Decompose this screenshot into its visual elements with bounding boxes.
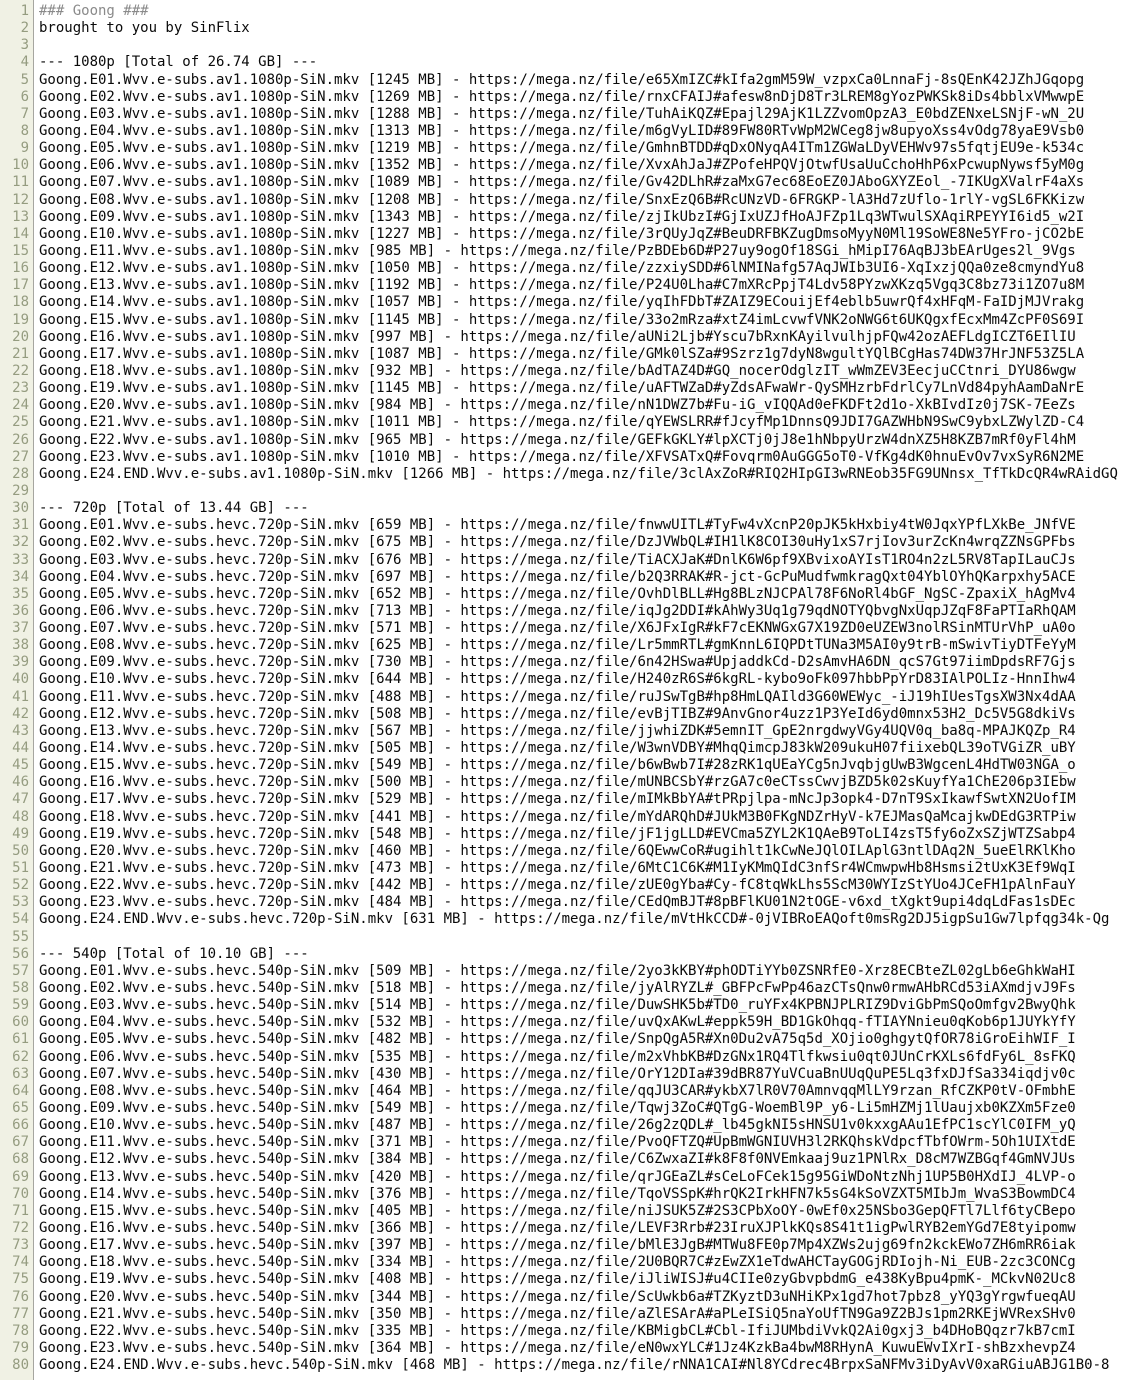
line-text: Goong.E10.Wvv.e-subs.av1.1080p-SiN.mkv [1227 MB] - https://mega.nz/file/3rQUyJqZ#BeuDRFBKZugDmsoMyyN0Ml19SoWE8Ne5YFro-jCO2bE (39, 225, 1085, 242)
line-number: 54 (12, 911, 29, 928)
line-number: 71 (12, 1202, 29, 1219)
code-line (0, 243, 1122, 260)
code-line (0, 1169, 1122, 1186)
code-line (0, 877, 1122, 894)
line-number: 39 (12, 654, 29, 671)
code-line (0, 1306, 1122, 1323)
line-number: 67 (12, 1134, 29, 1151)
code-line (0, 997, 1122, 1014)
line-number: 60 (12, 1014, 29, 1031)
line-number: 4 (20, 54, 29, 71)
line-number: 29 (12, 482, 29, 499)
line-number: 61 (12, 1031, 29, 1048)
line-number: 42 (12, 705, 29, 722)
code-line (0, 671, 1122, 688)
code-line (0, 654, 1122, 671)
line-text: Goong.E06.Wvv.e-subs.av1.1080p-SiN.mkv [1352 MB] - https://mega.nz/file/XvxAhJaJ#ZPofeHPQVjOtwfUsaUuCchoHhP6xPcwupNywsf5yM0g (39, 157, 1085, 174)
code-line (0, 329, 1122, 346)
line-text: Goong.E20.Wvv.e-subs.hevc.720p-SiN.mkv [460 MB] - https://mega.nz/file/6QEwwCoR#ugihlt1kCwNeJQlOILAplG3ntlDAq2N_5ueElRKlKho (39, 842, 1076, 859)
line-text: Goong.E04.Wvv.e-subs.hevc.720p-SiN.mkv [697 MB] - https://mega.nz/file/b2Q3RRAK#R-jct-GcPuMudfwmkragQxt04YblOYhQKarpxhy5ACE (39, 568, 1076, 585)
line-number: 33 (12, 551, 29, 568)
line-number: 1 (20, 3, 29, 19)
line-number: 58 (12, 980, 29, 997)
code-line (0, 1289, 1122, 1306)
line-text: Goong.E11.Wvv.e-subs.hevc.540p-SiN.mkv [371 MB] - https://mega.nz/file/PvoQFTZQ#UpBmWGNIUVH3l2RKQhskVdpcfTbfOWrm-5Oh1UIXtdE (39, 1134, 1076, 1151)
code-line (0, 1254, 1122, 1271)
line-number: 56 (12, 945, 29, 962)
line-number: 7 (20, 105, 29, 122)
code-line (0, 106, 1122, 123)
line-text: Goong.E04.Wvv.e-subs.av1.1080p-SiN.mkv [1313 MB] - https://mega.nz/file/m6gVyLID#89FW80RTvWpM2WCeg8jw8upyoXss4vOdg78yaE9Vsb0 (39, 122, 1085, 139)
line-number: 28 (12, 465, 29, 482)
line-number: 19 (12, 311, 29, 328)
line-text: Goong.E20.Wvv.e-subs.hevc.540p-SiN.mkv [344 MB] - https://mega.nz/file/ScUwkb6a#TZKyztD3uNHiKPx1gd7hot7pbz8_yYQ3gYrgwfueqAU (39, 1288, 1076, 1305)
code-line (0, 226, 1122, 243)
code-line (0, 1151, 1122, 1168)
code-line (0, 260, 1122, 277)
line-number: 25 (12, 414, 29, 431)
line-text: Goong.E03.Wvv.e-subs.hevc.540p-SiN.mkv [514 MB] - https://mega.nz/file/DuwSHK5b#TD0_ruYFx4KPBNJPLRIZ9DviGbPmSQoOmfgv2BwyQhk (39, 997, 1076, 1014)
line-number: 5 (20, 71, 29, 88)
line-number: 41 (12, 688, 29, 705)
code-line (0, 809, 1122, 826)
line-number: 49 (12, 825, 29, 842)
line-text: Goong.E01.Wvv.e-subs.hevc.720p-SiN.mkv [659 MB] - https://mega.nz/file/fnwwUITL#TyFw4vXcnP20pJK5kHxbiy4tW0JqxYPfLXkBe_JNfVE (39, 517, 1076, 534)
code-line (0, 723, 1122, 740)
line-number: 34 (12, 568, 29, 585)
code-line (0, 483, 1122, 500)
line-text: Goong.E11.Wvv.e-subs.hevc.720p-SiN.mkv [488 MB] - https://mega.nz/file/ruJSwTgB#hp8HmLQAIld3G60WEWyc_-iJ19hIUesTgsXW3Nx4dAA (39, 688, 1076, 705)
line-text: Goong.E19.Wvv.e-subs.hevc.540p-SiN.mkv [408 MB] - https://mega.nz/file/iJliWISJ#u4CIIe0zyGbvpbdmG_e438KyBpu4pmK-_MCkvN02Uc8 (39, 1271, 1076, 1288)
line-number: 59 (12, 997, 29, 1014)
code-line (0, 1066, 1122, 1083)
code-line (0, 534, 1122, 551)
line-text: Goong.E15.Wvv.e-subs.av1.1080p-SiN.mkv [1145 MB] - https://mega.nz/file/33o2mRza#xtZ4imLcvwfVNK2oNWG6t6UKQgxfEcxMm4ZcPF0S69I (39, 311, 1085, 328)
line-text: Goong.E03.Wvv.e-subs.av1.1080p-SiN.mkv [1288 MB] - https://mega.nz/file/TuhAiKQZ#Epajl29AjK1LZZvomOpzA3_E0bdZENxeLSNjF-wN_2U (39, 105, 1085, 122)
line-text: Goong.E05.Wvv.e-subs.hevc.720p-SiN.mkv [652 MB] - https://mega.nz/file/OvhDlBLL#Hg8BLzNJCPAl78F6NoRl4bGF_NgSC-ZpaxiX_hAgMv4 (39, 585, 1076, 602)
code-line (0, 500, 1122, 517)
code-line (0, 123, 1122, 140)
code-line (0, 963, 1122, 980)
line-number: 53 (12, 894, 29, 911)
line-text: Goong.E24.END.Wvv.e-subs.hevc.720p-SiN.mkv [631 MB] - https://mega.nz/file/mVtHkCCD#-0jVIBRoEAQoft0msRg2DJ5igpSu1Gw7lpfqg34k-Qg (39, 911, 1110, 928)
code-line (0, 1134, 1122, 1151)
line-number: 52 (12, 877, 29, 894)
line-number: 10 (12, 157, 29, 174)
line-text: Goong.E18.Wvv.e-subs.av1.1080p-SiN.mkv [932 MB] - https://mega.nz/file/bAdTAZ4D#GQ_nocerOdglzIT_wWmZEV3EecjuCCtnri_DYU86wgw (39, 362, 1076, 379)
line-text (35, 483, 47, 500)
line-number: 11 (12, 174, 29, 191)
line-text: Goong.E15.Wvv.e-subs.hevc.540p-SiN.mkv [405 MB] - https://mega.nz/file/niJSUK5Z#2S3CPbXoOY-0wEf0x25NSbo3GepQFTl7Llf6tyCBepo (39, 1202, 1076, 1219)
line-text: Goong.E08.Wvv.e-subs.hevc.720p-SiN.mkv [625 MB] - https://mega.nz/file/Lr5mmRTL#gmKnnL6IQPDtTUNa3M5AI0y9trB-mSwivTiyDTFeYyM (39, 637, 1076, 654)
code-line (0, 1117, 1122, 1134)
line-number: 48 (12, 808, 29, 825)
line-text: Goong.E12.Wvv.e-subs.hevc.720p-SiN.mkv [508 MB] - https://mega.nz/file/evBjTIBZ#9AnvGnor4uzz1P3YeId6yd0mnx53H2_Dc5V5G8dkiVs (39, 705, 1076, 722)
code-line (0, 449, 1122, 466)
line-number: 47 (12, 791, 29, 808)
code-line (0, 980, 1122, 997)
code-line (0, 157, 1122, 174)
code-line (0, 37, 1122, 54)
line-text: Goong.E02.Wvv.e-subs.hevc.720p-SiN.mkv [675 MB] - https://mega.nz/file/DzJVWbQL#IH1lK8COI30uHy1xS7rjIov3urZcKn4wrqZZNsGPFbs (39, 534, 1076, 551)
line-number: 15 (12, 242, 29, 259)
line-number: 75 (12, 1271, 29, 1288)
line-number: 9 (20, 140, 29, 157)
line-text: Goong.E24.END.Wvv.e-subs.av1.1080p-SiN.mkv [1266 MB] - https://mega.nz/file/3clAxZoR#RIQ2HIpGI3wRNEob35FG9UNnsx_TfTkDcQR4wRAidGQ (39, 465, 1118, 482)
line-text: Goong.E14.Wvv.e-subs.av1.1080p-SiN.mkv [1057 MB] - https://mega.nz/file/yqIhFDbT#ZAIZ9ECouijEf4eblb5uwrQf4xHFqM-FaIDjMJVrakg (39, 294, 1085, 311)
code-line (0, 192, 1122, 209)
line-text: Goong.E19.Wvv.e-subs.av1.1080p-SiN.mkv [1145 MB] - https://mega.nz/file/uAFTWZaD#yZdsAFwaWr-QySMHzrbFdrlCy7LnVd84pyhAamDaNrE (39, 380, 1085, 397)
code-line (0, 946, 1122, 963)
line-number: 37 (12, 620, 29, 637)
line-text: Goong.E18.Wvv.e-subs.hevc.720p-SiN.mkv [441 MB] - https://mega.nz/file/mYdARQhD#JUkM3B0FKgNDZrHyV-k7EJMasQaMcajkwDEdG3RTPiw (39, 808, 1076, 825)
line-text: Goong.E11.Wvv.e-subs.av1.1080p-SiN.mkv [985 MB] - https://mega.nz/file/PzBDEb6D#P27uy9ogOf18SGi_hMipI76AqBJ3bEArUges2l_9Vgs (39, 242, 1076, 259)
code-line (0, 380, 1122, 397)
code-line (0, 706, 1122, 723)
code-line (0, 397, 1122, 414)
code-line (0, 20, 1122, 37)
code-line (0, 1014, 1122, 1031)
code-line (0, 894, 1122, 911)
line-number: 79 (12, 1339, 29, 1356)
line-text: Goong.E07.Wvv.e-subs.hevc.540p-SiN.mkv [430 MB] - https://mega.nz/file/OrY12DIa#39dBR87YuVCuaBnUUqQuPE5Lq3fxDJfSa334iqdjv0c (39, 1065, 1076, 1082)
line-text: Goong.E16.Wvv.e-subs.hevc.720p-SiN.mkv [500 MB] - https://mega.nz/file/mUNBCSbY#rzGA7c0eCTssCwvjBZD5k02sKuyfYa1ChE206p3IEbw (39, 774, 1076, 791)
line-number: 50 (12, 842, 29, 859)
line-text: Goong.E17.Wvv.e-subs.hevc.720p-SiN.mkv [529 MB] - https://mega.nz/file/mIMkBbYA#tPRpjlpa-mNcJp3opk4-D7nT9SxIkawfSwtXN2UofIM (39, 791, 1076, 808)
line-text: Goong.E07.Wvv.e-subs.hevc.720p-SiN.mkv [571 MB] - https://mega.nz/file/X6JFxIgR#kF7cEKNWGxG7X19ZD0eUZEW3nolRSinMTUrVhP_uA0o (39, 620, 1076, 637)
code-line (0, 826, 1122, 843)
code-line (0, 1323, 1122, 1340)
line-number: 32 (12, 534, 29, 551)
line-number: 23 (12, 380, 29, 397)
line-number: 27 (12, 448, 29, 465)
line-number: 38 (12, 637, 29, 654)
code-line (0, 209, 1122, 226)
code-line (0, 1100, 1122, 1117)
code-line (0, 277, 1122, 294)
line-text: Goong.E01.Wvv.e-subs.av1.1080p-SiN.mkv [1245 MB] - https://mega.nz/file/e65XmIZC#kIfa2gmM59W_vzpxCa0LnnaFj-8sQEnK42JZhJGqopg (39, 71, 1085, 88)
line-number: 21 (12, 345, 29, 362)
line-number: 64 (12, 1082, 29, 1099)
line-text: Goong.E12.Wvv.e-subs.hevc.540p-SiN.mkv [384 MB] - https://mega.nz/file/C6ZwxaZI#k8F8f0NVEmkaaj9uz1PNlRx_D8cM7WZBGqf4GmNVJUs (39, 1151, 1076, 1168)
line-number: 3 (20, 37, 29, 54)
line-text: Goong.E24.END.Wvv.e-subs.hevc.540p-SiN.mkv [468 MB] - https://mega.nz/file/rNNA1CAI#Nl8YCdrec4BrpxSaNFMv3iDyAvV0xaRGiuABJG1B0-8 (39, 1357, 1110, 1374)
line-text: Goong.E02.Wvv.e-subs.hevc.540p-SiN.mkv [518 MB] - https://mega.nz/file/jyAlRYZL#_GBFPcFwPp46azCTsQnw0rmwAHbRCd53iAXmdjvJ9Fs (39, 980, 1076, 997)
line-text: Goong.E23.Wvv.e-subs.hevc.540p-SiN.mkv [364 MB] - https://mega.nz/file/eN0wxYLC#1Jz4KzkBa4bwM8RHynA_KuwuEWvIXrI-shBzxhevpZ4 (39, 1339, 1076, 1356)
code-line (0, 1049, 1122, 1066)
line-text: Goong.E22.Wvv.e-subs.hevc.540p-SiN.mkv [335 MB] - https://mega.nz/file/KBMigbCL#Cbl-IfiJUMbdiVvkQ2Ai0gxj3_b4DHoBQqzr7kB7cmI (39, 1322, 1076, 1339)
line-number: 63 (12, 1065, 29, 1082)
line-text: Goong.E21.Wvv.e-subs.av1.1080p-SiN.mkv [1011 MB] - https://mega.nz/file/qYEWSLRR#fJcyfMp1DnnsQ9JDI7GAZWHbN9SwC9ybxLZWylZD-C4 (39, 414, 1085, 431)
code-line (0, 346, 1122, 363)
line-text: Goong.E17.Wvv.e-subs.av1.1080p-SiN.mkv [1087 MB] - https://mega.nz/file/GMk0lSZa#9Szrz1g7dyN8wgultYQlBCgHas74DW37HrJNF53Z5LA (39, 345, 1085, 362)
line-number: 13 (12, 208, 29, 225)
code-line (0, 1203, 1122, 1220)
line-text: --- 540p [Total of 10.10 GB] --- (39, 945, 309, 962)
line-number: 80 (12, 1357, 29, 1374)
code-line (0, 843, 1122, 860)
line-text: Goong.E08.Wvv.e-subs.av1.1080p-SiN.mkv [1208 MB] - https://mega.nz/file/SnxEzQ6B#RcUNzVD-6FRGKP-lA3Hd7zUflo-1rlY-vgSL6FKKizw (39, 191, 1085, 208)
line-number: 76 (12, 1288, 29, 1305)
code-line (0, 1083, 1122, 1100)
line-number: 44 (12, 740, 29, 757)
line-text: Goong.E16.Wvv.e-subs.hevc.540p-SiN.mkv [366 MB] - https://mega.nz/file/LEVF3Rrb#23IruXJPlkKQs8S41t1igPwlRYB2emYGd7E8tyipomw (39, 1219, 1076, 1236)
line-text: Goong.E08.Wvv.e-subs.hevc.540p-SiN.mkv [464 MB] - https://mega.nz/file/qqJU3CAR#ykbX7lR0V70AmnvqqMlLY9rzan_RfCZKP0tV-OFmbhE (39, 1082, 1076, 1099)
line-number: 8 (20, 122, 29, 139)
line-text: Goong.E21.Wvv.e-subs.hevc.540p-SiN.mkv [350 MB] - https://mega.nz/file/aZlESArA#aPLeISiQ5naYoUfTN9Ga9Z2BJs1pm2RKEjWVRexSHv0 (39, 1305, 1076, 1322)
code-line (0, 89, 1122, 106)
line-text (35, 37, 47, 54)
line-number: 43 (12, 722, 29, 739)
line-text: Goong.E04.Wvv.e-subs.hevc.540p-SiN.mkv [532 MB] - https://mega.nz/file/uvQxAKwL#eppk59H_BD1GkOhqq-fTIAYNnieu0qKob6p1JUYkYfY (39, 1014, 1076, 1031)
code-line (0, 294, 1122, 311)
line-text: Goong.E23.Wvv.e-subs.av1.1080p-SiN.mkv [1010 MB] - https://mega.nz/file/XFVSATxQ#Fovqrm0AuGGG5oT0-VfKg4dK0hnuEvOv7vxSyR6N2ME (39, 448, 1085, 465)
line-text: Goong.E18.Wvv.e-subs.hevc.540p-SiN.mkv [334 MB] - https://mega.nz/file/2U0BQR7C#zEwZX1eTdwAHCTayGOGjRDIojh-Ni_EUB-2zc3CONCg (39, 1254, 1076, 1271)
line-number: 46 (12, 774, 29, 791)
line-text: Goong.E13.Wvv.e-subs.hevc.540p-SiN.mkv [420 MB] - https://mega.nz/file/qrJGEaZL#sCeLoFCek15g95GiWDoNtzNhj1UP5B0HXdIJ_4LVP-o (39, 1168, 1076, 1185)
code-line (0, 1340, 1122, 1357)
line-number: 70 (12, 1185, 29, 1202)
code-line (0, 552, 1122, 569)
code-line (0, 72, 1122, 89)
line-text: Goong.E20.Wvv.e-subs.av1.1080p-SiN.mkv [984 MB] - https://mega.nz/file/nN1DWZ7b#Fu-iG_vIQQAd0eFKDFt2d1o-XkBIvdIz0j7SK-7EeZs (39, 397, 1076, 414)
line-text: --- 1080p [Total of 26.74 GB] --- (39, 54, 318, 71)
code-line (0, 432, 1122, 449)
line-text: Goong.E23.Wvv.e-subs.hevc.720p-SiN.mkv [484 MB] - https://mega.nz/file/CEdQmBJT#8pBFlKU01N2tOGE-v6xd_tXgkt9upi4dqLdFas1sDEc (39, 894, 1076, 911)
code-line (0, 740, 1122, 757)
line-text: --- 720p [Total of 13.44 GB] --- (39, 500, 309, 517)
line-number: 31 (12, 517, 29, 534)
line-number: 51 (12, 860, 29, 877)
line-number: 35 (12, 585, 29, 602)
line-number: 45 (12, 757, 29, 774)
code-line (0, 54, 1122, 71)
line-number: 57 (12, 962, 29, 979)
code-line (0, 860, 1122, 877)
line-number: 30 (12, 500, 29, 517)
line-number: 77 (12, 1305, 29, 1322)
code-line (0, 603, 1122, 620)
code-line (0, 569, 1122, 586)
line-text: Goong.E03.Wvv.e-subs.hevc.720p-SiN.mkv [676 MB] - https://mega.nz/file/TiACXJaK#DnlK6W6pf9XBvixoAYIsT1RO4n2zL5RV8TapILauCJs (39, 551, 1076, 568)
line-number: 66 (12, 1117, 29, 1134)
line-number: 16 (12, 260, 29, 277)
line-text: Goong.E10.Wvv.e-subs.hevc.720p-SiN.mkv [644 MB] - https://mega.nz/file/H240zR6S#6kgRL-kybo9oFk097hbbPpYrD83IAlPOLIz-HnnIhw4 (39, 671, 1076, 688)
line-text: Goong.E22.Wvv.e-subs.av1.1080p-SiN.mkv [965 MB] - https://mega.nz/file/GEFkGKLY#lpXCTj0jJ8e1hNbpyUrzW4dnXZ5H8KZB7mRf0yFl4hM (39, 431, 1076, 448)
code-line (0, 140, 1122, 157)
line-text: Goong.E13.Wvv.e-subs.av1.1080p-SiN.mkv [1192 MB] - https://mega.nz/file/P24U0Lha#C7mXRcPpjT4Ldv58PYzwXKzq5Vgq3C8bz73i1ZO7u8M (39, 277, 1085, 294)
line-text: Goong.E12.Wvv.e-subs.av1.1080p-SiN.mkv [1050 MB] - https://mega.nz/file/zzxiySDD#6lNMINafg57AqJWIb3UI6-XqIxzjQQa0ze8cmyndYu8 (39, 260, 1085, 277)
line-text: Goong.E21.Wvv.e-subs.hevc.720p-SiN.mkv [473 MB] - https://mega.nz/file/6MtC1C6K#M1IyKMmQIdC3nfSr4WCmwpwHb8Hsmsi2tUxK3Ef9WqI (39, 860, 1076, 877)
line-number: 55 (12, 928, 29, 945)
code-line (0, 757, 1122, 774)
code-line (0, 1186, 1122, 1203)
code-line (0, 517, 1122, 534)
line-text: Goong.E16.Wvv.e-subs.av1.1080p-SiN.mkv [997 MB] - https://mega.nz/file/aUNi2Ljb#Yscu7bRxnKAyilvulhjpFQw42ozAEFLdgICZT6EIlIU (39, 328, 1076, 345)
code-line (0, 637, 1122, 654)
line-number: 72 (12, 1219, 29, 1236)
line-text: Goong.E14.Wvv.e-subs.hevc.540p-SiN.mkv [376 MB] - https://mega.nz/file/TqoVSSpK#hrQK2IrkHFN7k5sG4kSoVZXT5MIbJm_WvaS3BowmDC4 (39, 1185, 1076, 1202)
code-line (0, 1237, 1122, 1254)
line-number: 62 (12, 1048, 29, 1065)
code-line (0, 911, 1122, 928)
line-number: 73 (12, 1237, 29, 1254)
line-number: 68 (12, 1151, 29, 1168)
code-line (0, 1220, 1122, 1237)
line-number: 22 (12, 362, 29, 379)
line-number: 26 (12, 431, 29, 448)
line-text: Goong.E05.Wvv.e-subs.hevc.540p-SiN.mkv [482 MB] - https://mega.nz/file/SnpQgA5R#Xn0Du2vA75q5d_XOjio0ghgytQfOR78iGroEihWIF_I (39, 1031, 1076, 1048)
code-line (0, 774, 1122, 791)
line-text (35, 929, 47, 946)
code-line (0, 1357, 1122, 1374)
line-number: 20 (12, 328, 29, 345)
comment-line-text: ### Goong ### (39, 3, 149, 19)
code-line (0, 791, 1122, 808)
line-number: 24 (12, 397, 29, 414)
line-text: Goong.E09.Wvv.e-subs.hevc.720p-SiN.mkv [730 MB] - https://mega.nz/file/6n42HSwa#UpjaddkCd-D2sAmvHA6DN_qcS7Gt97iimDpdsRF7Gjs (39, 654, 1076, 671)
code-line (0, 929, 1122, 946)
line-number: 6 (20, 88, 29, 105)
code-line (0, 466, 1122, 483)
code-line (0, 174, 1122, 191)
line-number: 36 (12, 602, 29, 619)
code-line (0, 363, 1122, 380)
line-number: 2 (20, 20, 29, 37)
line-text: Goong.E22.Wvv.e-subs.hevc.720p-SiN.mkv [442 MB] - https://mega.nz/file/zUE0gYba#Cy-fC8tqWkLhs5ScM30WYIzStYUo4JCeFH1pAlnFauY (39, 877, 1076, 894)
line-text: Goong.E15.Wvv.e-subs.hevc.720p-SiN.mkv [549 MB] - https://mega.nz/file/b6wBwb7I#28zRK1qUEaYCg5nJvqbjgUwB3WgcenL4HdTW03NGA_o (39, 757, 1076, 774)
line-text: Goong.E09.Wvv.e-subs.av1.1080p-SiN.mkv [1343 MB] - https://mega.nz/file/zjIkUbzI#GjIxUZJfHoAJFZp1Lq3WTwulSXAqiRPEYYI6id5_w2I (39, 208, 1085, 225)
line-number: 69 (12, 1168, 29, 1185)
code-line (0, 312, 1122, 329)
line-text: Goong.E02.Wvv.e-subs.av1.1080p-SiN.mkv [1269 MB] - https://mega.nz/file/rnxCFAIJ#afesw8nDjD8Tr3LREM8gYozPWKSk8iDs4bblxVMwwpE (39, 88, 1085, 105)
line-text: Goong.E13.Wvv.e-subs.hevc.720p-SiN.mkv [567 MB] - https://mega.nz/file/jjwhiZDK#5emnIT_GpE2nrgdwyVGy4UQV0q_ba8q-MPAJKQZp_R4 (39, 722, 1076, 739)
code-line (0, 414, 1122, 431)
code-line (0, 3, 1122, 20)
line-number: 12 (12, 191, 29, 208)
line-number: 40 (12, 671, 29, 688)
line-text: Goong.E06.Wvv.e-subs.hevc.540p-SiN.mkv [535 MB] - https://mega.nz/file/m2xVhbKB#DzGNx1RQ4Tlfkwsiu0qt0JUnCrKXLs6fdFy6L_8sFKQ (39, 1048, 1076, 1065)
line-text: Goong.E01.Wvv.e-subs.hevc.540p-SiN.mkv [509 MB] - https://mega.nz/file/2yo3kKBY#phODTiYYb0ZSNRfE0-Xrz8ECBteZL02gLb6eGhkWaHI (39, 962, 1076, 979)
line-text: Goong.E05.Wvv.e-subs.av1.1080p-SiN.mkv [1219 MB] - https://mega.nz/file/GmhnBTDD#qDxONyqA4ITm1ZGWaLDyVEHWv97s5fqtjEU9e-k534c (39, 140, 1085, 157)
line-text: Goong.E07.Wvv.e-subs.av1.1080p-SiN.mkv [1089 MB] - https://mega.nz/file/Gv42DLhR#zaMxG7ec68EoEZ0JAboGXYZEol_-7IKUgXValrF4aXs (39, 174, 1085, 191)
line-number: 14 (12, 225, 29, 242)
code-line (0, 620, 1122, 637)
code-line (0, 586, 1122, 603)
line-number: 78 (12, 1322, 29, 1339)
line-text: Goong.E17.Wvv.e-subs.hevc.540p-SiN.mkv [397 MB] - https://mega.nz/file/bMlE3JgB#MTWu8FE0p7Mp4XZWs2ujg69fn2kckEWo7ZH6mRR6iak (39, 1237, 1076, 1254)
line-text: Goong.E10.Wvv.e-subs.hevc.540p-SiN.mkv [487 MB] - https://mega.nz/file/26g2zQDL#_lb45gkNI5sHNSU1v0kxxgAAu1EfPC1scYlC0IFM_yQ (39, 1117, 1076, 1134)
code-line (0, 1031, 1122, 1048)
line-text: Goong.E09.Wvv.e-subs.hevc.540p-SiN.mkv [549 MB] - https://mega.nz/file/Tqwj3ZoC#QTgG-WoemBl9P_y6-Li5mHZMj1lUaujxb0KZXm5Fze0 (39, 1100, 1076, 1116)
line-number: 65 (12, 1100, 29, 1116)
line-number: 74 (12, 1254, 29, 1271)
line-text: brought to you by SinFlix (39, 20, 250, 37)
line-number: 17 (12, 277, 29, 294)
code-line (0, 1271, 1122, 1288)
line-text: Goong.E19.Wvv.e-subs.hevc.720p-SiN.mkv [548 MB] - https://mega.nz/file/jF1jgLLD#EVCma5ZYL2K1QAeB9ToLI4zsT5fy6oZxSZjWTZSabp4 (39, 825, 1076, 842)
line-number: 18 (12, 294, 29, 311)
line-text: Goong.E14.Wvv.e-subs.hevc.720p-SiN.mkv [505 MB] - https://mega.nz/file/W3wnVDBY#MhqQimcpJ83kW209ukuH07fiixebQL39oTVGiZR_uBY (39, 740, 1076, 757)
line-text: Goong.E06.Wvv.e-subs.hevc.720p-SiN.mkv [713 MB] - https://mega.nz/file/iqJg2DDI#kAhWy3Uq1g79qdNOTYQbvgNxUqpJZqF8FaPTIaRhQAM (39, 602, 1076, 619)
code-line (0, 689, 1122, 706)
